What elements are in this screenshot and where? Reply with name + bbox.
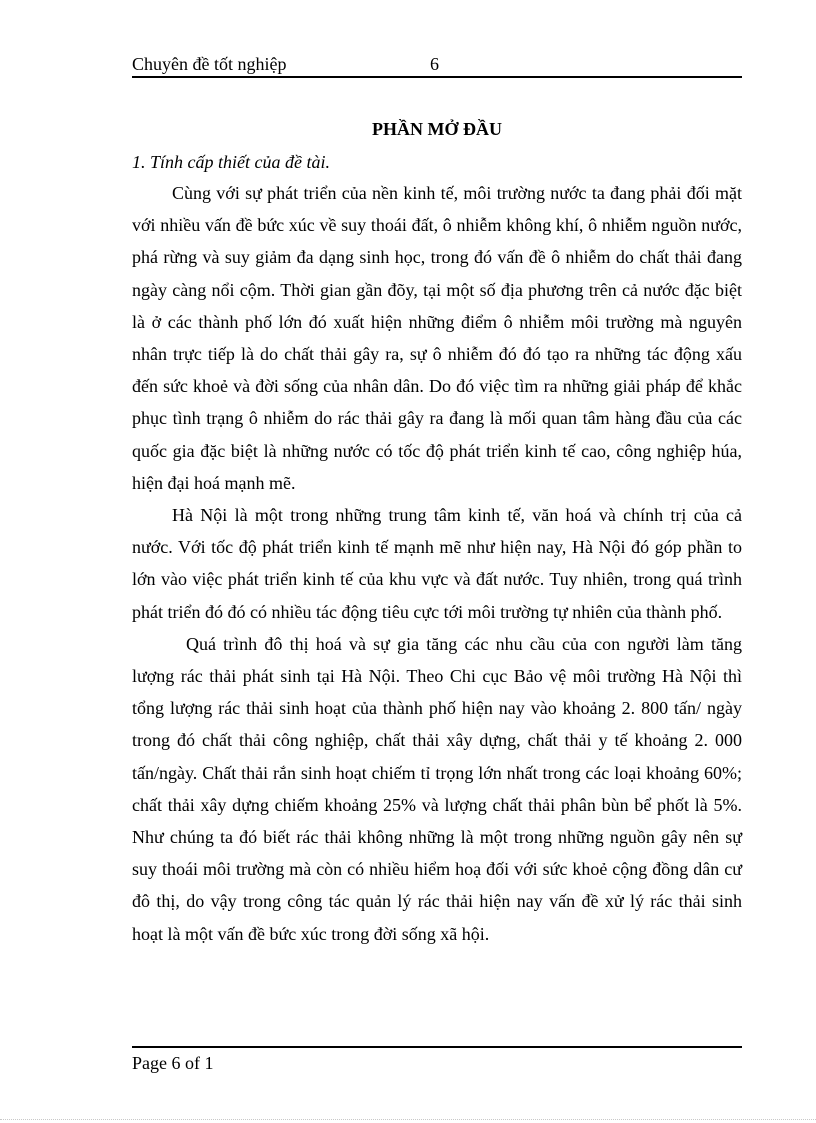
- paragraph: Cùng với sự phát triển của nền kinh tế, môi trường nước ta đang phải đối mặt với nhiều vấn đề bức xúc về suy thoái đất, ô nhiễm không khí, ô nhiễm nguồn nước, phá rừng và suy giảm đa dạng sinh học, trong đó vấn đề ô nhiễm do chất thải đang ngày càng nổi cộm. Thời gian gần đõy, tại một số địa phương trên cả nước đặc biệt là ở các thành phố lớn đó xuất hiện những điểm ô nhiễm môi trường mà nguyên nhân trực tiếp là do chất thải gây ra, sự ô nhiễm đó đó tạo ra những tác động xấu đến sức khoẻ và đời sống của nhân dân. Do đó việc tìm ra những giải pháp để khắc phục tình trạng ô nhiễm do rác thải gây ra đang là mối quan tâm hàng đầu của các quốc gia đặc biệt là những nước có tốc độ phát triển kinh tế cao, công nghiệp húa, hiện đại hoá mạnh mẽ.: [132, 183, 742, 493]
- page-bottom-edge: [0, 1119, 816, 1120]
- subheading: 1. Tính cấp thiết của đề tài.: [132, 152, 330, 172]
- header-divider: [132, 76, 742, 78]
- paragraph: Hà Nội là một trong những trung tâm kinh tế, văn hoá và chính trị của cả nước. Với tốc độ phát triển kinh tế mạnh mẽ như hiện nay, Hà Nội đó góp phần to lớn vào việc phát triển kinh tế của khu vực và đất nước. Tuy nhiên, trong quá trình phát triển đó đó có nhiều tác động tiêu cực tới môi trường tự nhiên của thành phố.: [132, 505, 742, 622]
- page-footer: Page 6 of 1: [132, 1053, 214, 1073]
- header-page-number: 6: [430, 54, 439, 74]
- body-text: [132, 177, 742, 950]
- header-title: Chuyên đề tốt nghiệp: [132, 54, 287, 74]
- footer-divider: [132, 1046, 742, 1048]
- paragraph: Quá trình đô thị hoá và sự gia tăng các nhu cầu của con người làm tăng lượng rác thải phát sinh tại Hà Nội. Theo Chi cục Bảo vệ môi trường Hà Nội thì tổng lượng rác thải sinh hoạt của thành phố hiện nay vào khoảng 2. 800 tấn/ ngày trong đó chất thải công nghiệp, chất thải xây dựng, chất thải y tế khoảng 2. 000 tấn/ngày. Chất thải rắn sinh hoạt chiếm tỉ trọng lớn nhất trong các loại khoảng 60%; chất thải xây dựng chiếm khoảng 25% và lượng chất thải phân bùn bể phốt là 5%. Như chúng ta đó biết rác thải không những là một trong những nguồn gây nên sự suy thoái môi trường mà còn có nhiều hiểm hoạ đối với sức khoẻ cộng đồng dân cư đô thị, do vậy trong công tác quản lý rác thải hiện nay vấn đề xử lý rác thải sinh hoạt là một vấn đề bức xúc trong đời sống xã hội.: [132, 633, 742, 944]
- page-header: [132, 50, 742, 78]
- section-title: PHẦN MỞ ĐẦU: [372, 119, 502, 139]
